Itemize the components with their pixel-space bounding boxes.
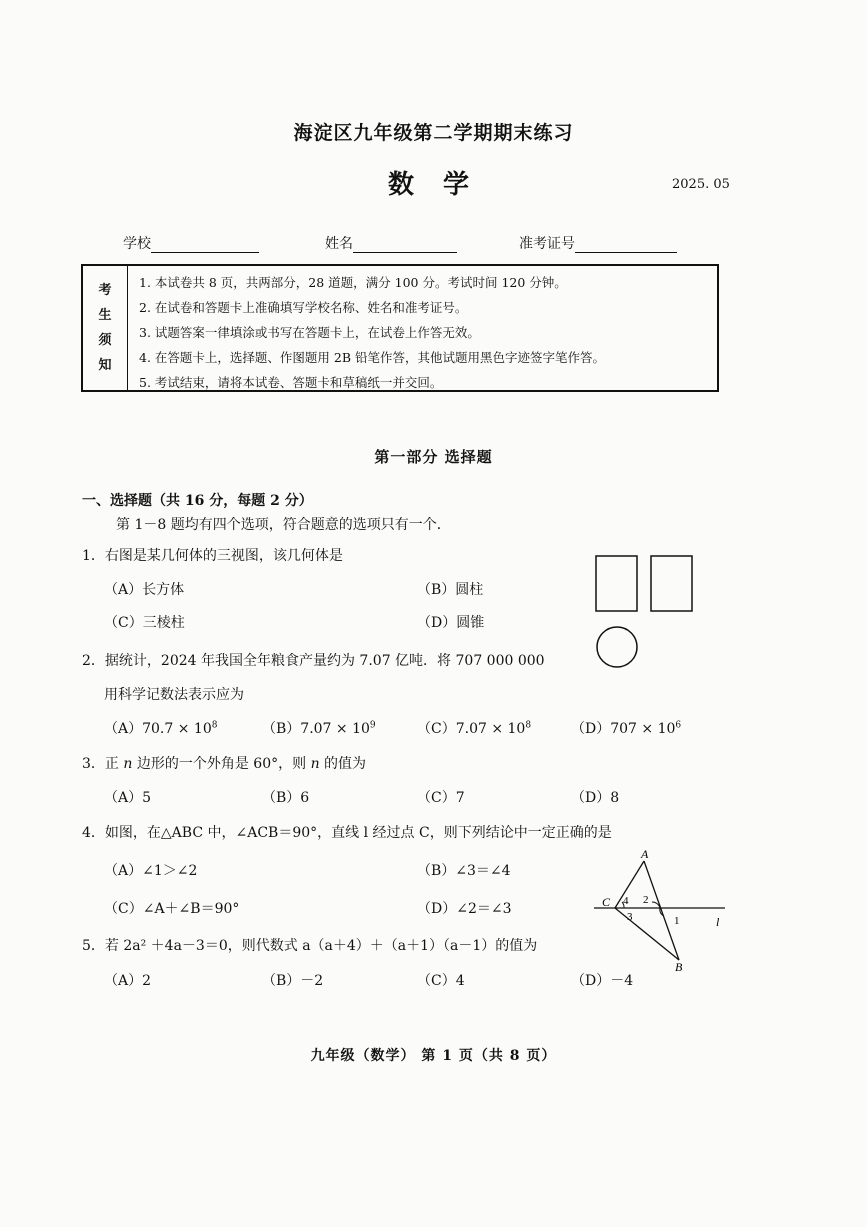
exam-id-field[interactable] — [519, 233, 677, 253]
q4-option-a[interactable]: （A）∠1＞∠2 — [104, 863, 198, 879]
page-footer: 九年级（数学） 第 1 页（共 8 页） — [310, 1048, 557, 1064]
q3-option-c[interactable]: （C）7 — [417, 790, 465, 806]
q1-option-d[interactable]: （D）圆锥 — [417, 615, 485, 631]
part-instruction: 第 1－8 题均有四个选项，符合题意的选项只有一个． — [116, 517, 451, 533]
notice-side-label: 考 生 须 知 — [83, 266, 128, 390]
q5-option-b[interactable]: （B）－2 — [262, 973, 324, 989]
q5-stem: 5．若 2a² ＋4a－3＝0，则代数式 a（a＋4）＋（a＋1）（a－1）的值为 — [82, 938, 538, 954]
notice-item: 3. 试题答案一律填涂或书写在答题卡上，在试卷上作答无效。 — [139, 325, 480, 340]
q4-option-d[interactable]: （D）∠2＝∠3 — [417, 901, 512, 917]
q5-option-a[interactable]: （A）2 — [104, 973, 152, 989]
q2-option-c[interactable]: $(C)7.07 \times 10^8$ — [417, 720, 532, 737]
q3-option-b[interactable]: （B）6 — [262, 790, 310, 806]
label-c: C — [602, 895, 611, 909]
q3-option-a[interactable]: （A）5 — [104, 790, 152, 806]
exam-title: 海淀区九年级第二学期期末练习 — [293, 122, 574, 144]
side-view-rect — [651, 556, 692, 611]
label-b: B — [675, 960, 683, 974]
angle-label-2: 2 — [643, 894, 649, 906]
q2-option-b[interactable]: $(B)7.07 \times 10^9$ — [262, 720, 376, 737]
notice-item: 2. 在试卷和答题卡上准确填写学校名称、姓名和准考证号。 — [139, 300, 468, 315]
exam-id-label: 准考证号 — [519, 236, 575, 252]
q4-option-c[interactable]: （C）∠A＋∠B＝90° — [104, 901, 240, 917]
q1-option-a[interactable]: （A）长方体 — [104, 582, 185, 598]
q1-option-c[interactable]: （C）三棱柱 — [104, 615, 185, 631]
notice-item: 5. 考试结束，请将本试卷、答题卡和草稿纸一并交回。 — [139, 375, 443, 390]
school-field[interactable] — [123, 233, 259, 253]
subject-title: 数 学 — [387, 170, 480, 200]
q4-stem: 4．如图，在△ABC 中，∠ACB＝90°，直线 l 经过点 C，则下列结论中一定正确的是 — [82, 825, 612, 841]
label-l: l — [716, 915, 720, 929]
notice-item: 4. 在答题卡上，选择题、作图题用 2B 铅笔作答，其他试题用黑色字迹签字笔作答。 — [139, 350, 605, 365]
label-a: A — [641, 848, 649, 861]
exam-id-blank[interactable] — [575, 238, 677, 253]
q3-option-d[interactable]: （D）8 — [571, 790, 620, 806]
q3-stem: 3．正 n 边形的一个外角是 60°，则 n 的值为 — [82, 756, 367, 772]
q2-option-d[interactable]: $(D)707 \times 10^6$ — [571, 720, 682, 737]
q2-option-a[interactable]: $(A)70.7 \times 10^8$ — [104, 720, 218, 737]
triangle-figure — [590, 848, 730, 976]
school-blank[interactable] — [151, 238, 259, 253]
candidate-notice-box — [81, 264, 719, 392]
name-field[interactable] — [325, 233, 457, 253]
top-view-circle — [597, 627, 637, 667]
name-blank[interactable] — [353, 238, 457, 253]
school-label: 学校 — [123, 236, 151, 252]
q1-stem: 1．右图是某几何体的三视图，该几何体是 — [82, 548, 343, 564]
angle-label-1: 1 — [674, 915, 680, 927]
notice-item: 1. 本试卷共 8 页，共两部分，28 道题，满分 100 分。考试时间 120 分钟。 — [139, 275, 567, 290]
q2-stem-line1: 2．据统计，2024 年我国全年粮食产量约为 7.07 亿吨．将 707 000 000 — [82, 653, 545, 669]
angle-label-3: 3 — [627, 911, 633, 923]
three-view-figure — [590, 550, 700, 675]
part-heading: 一、选择题（共 16 分，每题 2 分） — [82, 493, 313, 509]
name-label: 姓名 — [325, 236, 353, 252]
exam-date: 2025. 05 — [672, 177, 730, 192]
section-title: 第一部分 选择题 — [374, 448, 493, 466]
angle-label-4: 4 — [623, 895, 629, 907]
front-view-rect — [596, 556, 637, 611]
side-ca — [615, 861, 644, 908]
q1-option-b[interactable]: （B）圆柱 — [417, 582, 484, 598]
q5-option-d[interactable]: （D）－4 — [571, 973, 634, 989]
q4-option-b[interactable]: （B）∠3＝∠4 — [417, 863, 511, 879]
q5-option-c[interactable]: （C）4 — [417, 973, 465, 989]
q2-stem-line2: 用科学记数法表示应为 — [104, 687, 244, 703]
